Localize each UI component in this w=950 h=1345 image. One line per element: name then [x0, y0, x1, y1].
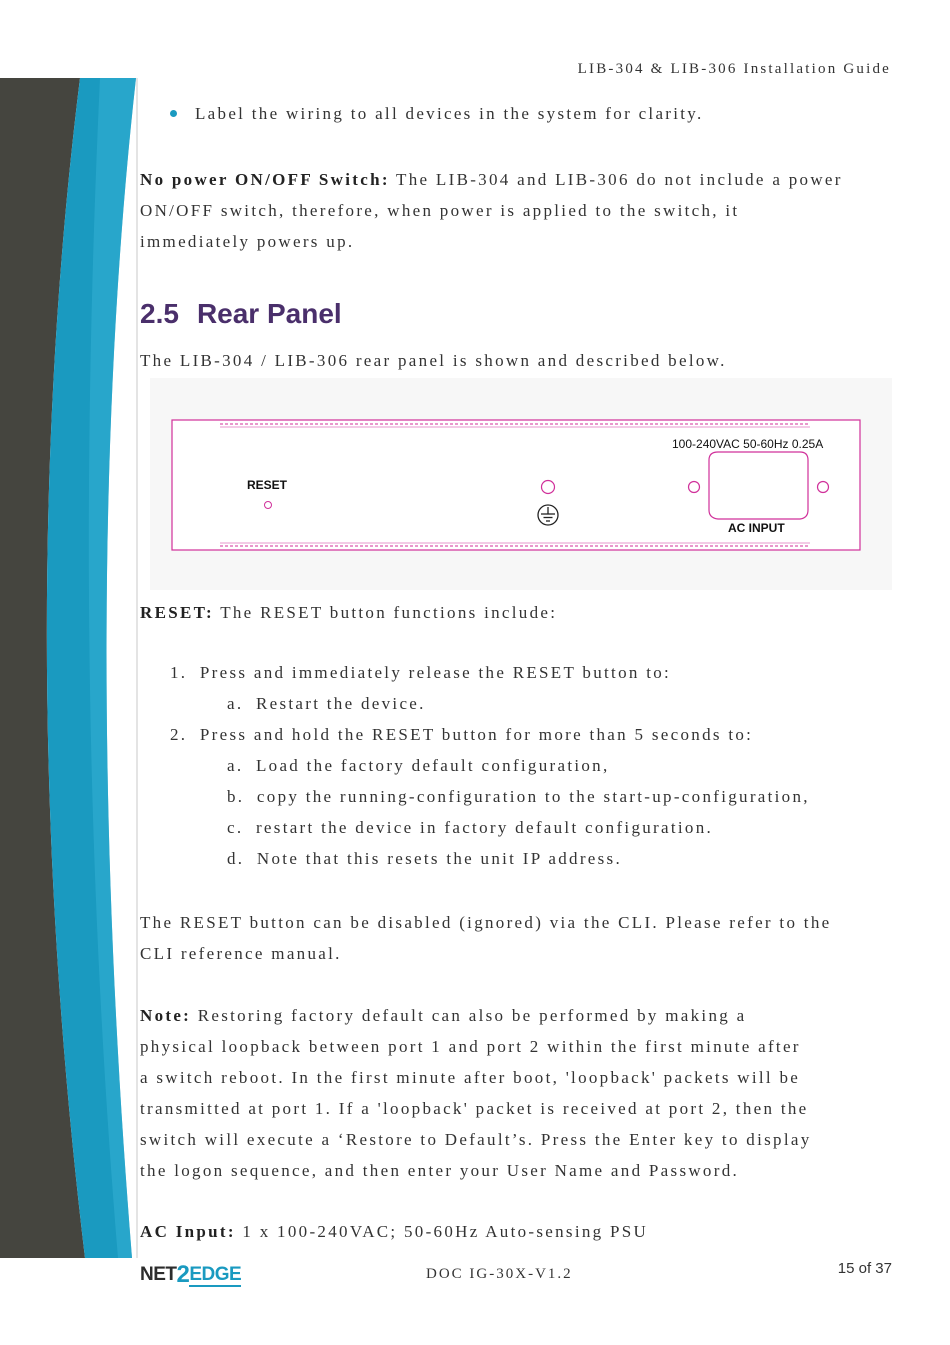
note-line: a switch reboot. In the first minute after boot, 'loopback' packets will be	[140, 1068, 801, 1087]
sub-list-item	[227, 756, 610, 776]
section-title: Rear Panel	[196, 298, 342, 329]
reset-intro-text: The RESET button functions include:	[213, 603, 558, 622]
note-line: switch will execute a ‘Restore to Default’s. Press the Enter key to display	[140, 1130, 812, 1149]
note-line: the logon sequence, and then enter your User Name and Password.	[140, 1161, 740, 1180]
bullet-text: Label the wiring to all devices in the system for clarity.	[195, 104, 704, 123]
list-marker: 2.	[170, 725, 188, 744]
sub-list-marker: b.	[227, 787, 245, 806]
sub-list-item	[227, 818, 713, 838]
list-text: Press and hold the RESET button for more than 5 seconds to:	[199, 725, 754, 744]
sub-list-text: Load the factory default configuration,	[255, 756, 610, 775]
footer-page-number: 15 of 37	[837, 1260, 892, 1277]
list-text: Press and immediately release the RESET button to:	[199, 663, 672, 682]
rear-panel-diagram	[150, 378, 892, 590]
sub-list-marker: c.	[227, 818, 244, 837]
ac-input-label: AC INPUT	[728, 521, 785, 535]
disable-line2: CLI reference manual.	[140, 944, 342, 963]
power-switch-line2: ON/OFF switch, therefore, when power is applied to the switch, it	[140, 201, 740, 220]
logo-edge: EDGE	[189, 1264, 242, 1285]
power-switch-line1: The LIB-304 and LIB-306 do not include a power	[389, 170, 843, 189]
sub-list-item	[227, 849, 622, 869]
list-item	[170, 725, 753, 745]
note-line: physical loopback between port 1 and port 2 within the first minute after	[140, 1037, 801, 1056]
intro-text: The LIB-304 / LIB-306 rear panel is shown and described below.	[140, 351, 727, 370]
sub-list-marker: a.	[227, 694, 244, 713]
sub-list-item	[227, 694, 426, 714]
net2edge-logo	[140, 1259, 241, 1287]
sub-list-text: Note that this resets the unit IP address.	[256, 849, 623, 868]
reset-intro	[140, 597, 900, 628]
sub-list-item	[227, 787, 810, 807]
disable-line1: The RESET button can be disabled (ignored) via the CLI. Please refer to the	[140, 913, 832, 932]
sub-list-text: Restart the device.	[255, 694, 426, 713]
power-switch-label: No power ON/OFF Switch:	[140, 170, 390, 189]
sub-list-text: copy the running-configuration to the start-up-configuration,	[256, 787, 810, 806]
note-line: transmitted at port 1. If a 'loopback' packet is received at port 2, then the	[140, 1099, 809, 1118]
section-heading	[140, 298, 342, 330]
list-marker: 1.	[170, 663, 188, 682]
header-title: LIB-304 & LIB-306 Installation Guide	[577, 61, 891, 77]
power-switch-line3: immediately powers up.	[140, 232, 355, 251]
section-number: 2.5	[140, 298, 179, 329]
bullet-dot-icon	[170, 110, 177, 117]
ac-input-heading: AC Input:	[140, 1222, 236, 1241]
disable-paragraph	[140, 907, 900, 969]
sub-list-text: restart the device in factory default configuration.	[255, 818, 714, 837]
note-paragraph	[140, 1000, 900, 1186]
footer-doc-id: DOC IG-30X-V1.2	[426, 1266, 573, 1282]
note-label: Note:	[140, 1006, 192, 1025]
bullet-item	[170, 104, 704, 124]
power-spec-label: 100-240VAC 50-60Hz 0.25A	[672, 437, 824, 451]
logo-two: 2	[176, 1261, 190, 1288]
reset-heading-label: RESET:	[140, 603, 214, 622]
logo-net: NET	[140, 1264, 177, 1285]
list-item	[170, 663, 671, 683]
note-line: Restoring factory default can also be performed by making a	[191, 1006, 747, 1025]
side-decoration	[0, 0, 140, 1345]
sub-list-marker: d.	[227, 849, 245, 868]
sub-list-marker: a.	[227, 756, 244, 775]
ac-input-text: 1 x 100-240VAC; 50-60Hz Auto-sensing PSU	[235, 1222, 649, 1241]
reset-label: RESET	[247, 478, 288, 492]
power-switch-paragraph	[140, 164, 900, 257]
ac-input-paragraph	[140, 1216, 900, 1247]
